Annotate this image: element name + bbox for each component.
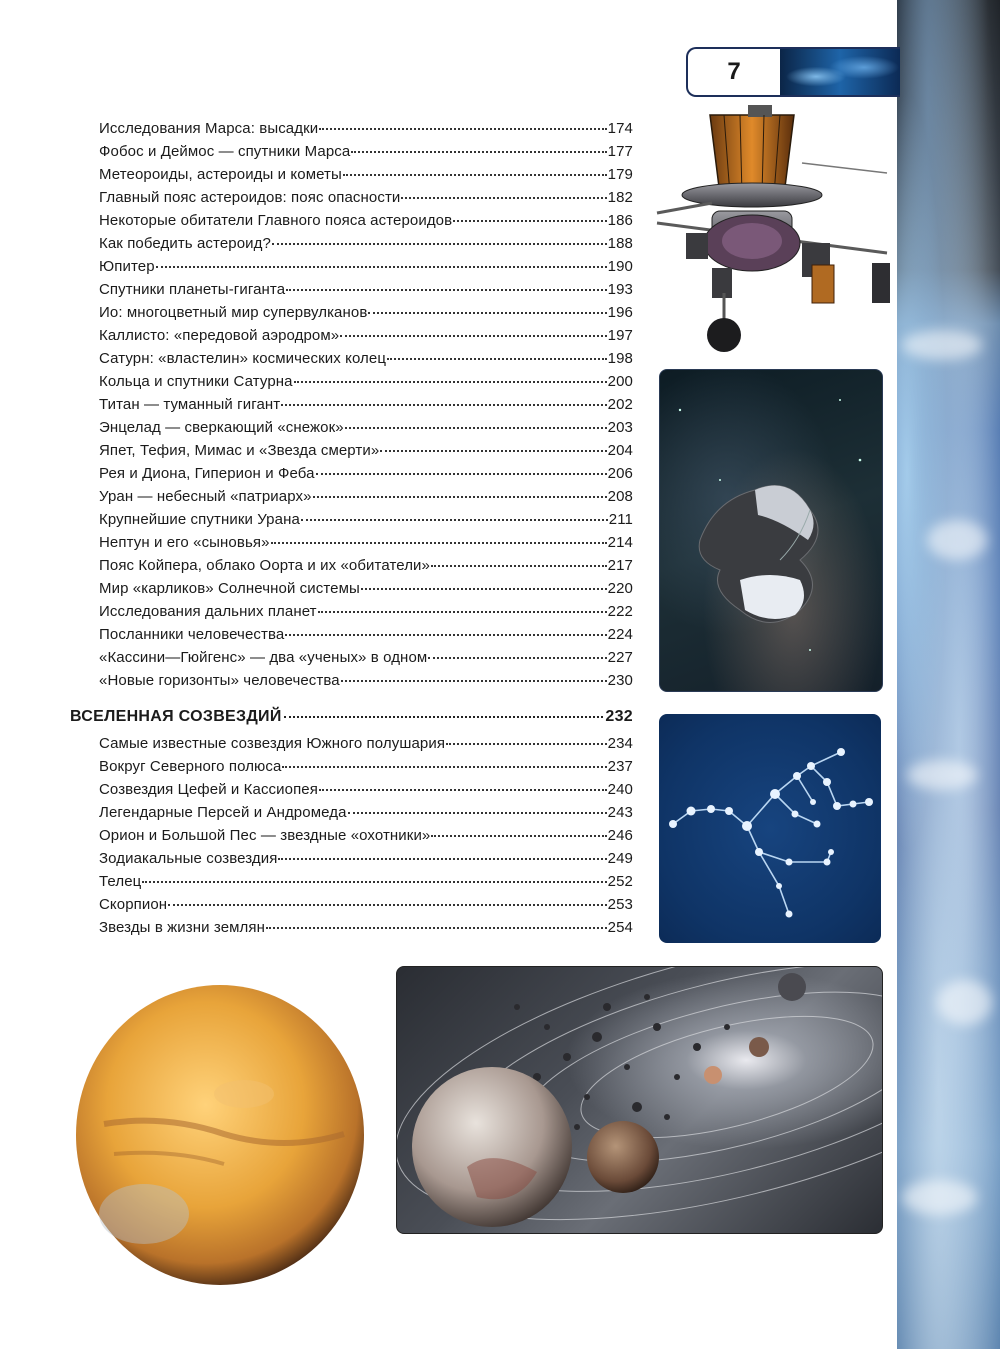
toc-entry-page: 214	[607, 534, 633, 551]
toc-leader-dots	[368, 312, 606, 314]
toc-entry-title: Титан — туманный гигант	[99, 396, 281, 413]
toc-entry-title: Легендарные Персей и Андромеда	[99, 804, 347, 821]
toc-entry-title: Пояс Койпера, облако Оорта и их «обитатели»	[99, 557, 430, 574]
toc-entry-page: 227	[607, 649, 633, 666]
toc-entry-page: 182	[607, 189, 633, 206]
toc-entry-page: 254	[607, 919, 633, 936]
toc-entry-top-16[interactable]	[70, 465, 633, 488]
toc-entry-top-11[interactable]	[70, 350, 633, 373]
toc-leader-dots	[271, 542, 607, 544]
toc-entry-title: Исследования дальних планет	[99, 603, 317, 620]
toc-entry-page: 252	[607, 873, 633, 890]
toc-entry-title: «Кассини—Гюйгенс» — два «ученых» в одном	[99, 649, 428, 666]
toc-section-list	[70, 735, 633, 942]
toc-entry-top-25[interactable]	[70, 672, 633, 695]
toc-entry-page: 196	[607, 304, 633, 321]
toc-entry-title: Каллисто: «передовой аэродром»	[99, 327, 340, 344]
toc-entry-top-21[interactable]	[70, 580, 633, 603]
toc-entry-page: 217	[607, 557, 633, 574]
toc-entry-page: 174	[607, 120, 633, 137]
toc-entry-page: 246	[607, 827, 633, 844]
toc-entry-title: Исследования Марса: высадки	[99, 120, 319, 137]
toc-leader-dots	[284, 716, 604, 718]
toc-entry-section-4[interactable]	[70, 804, 633, 827]
toc-entry-title: Скорпион	[99, 896, 168, 913]
toc-leader-dots	[156, 266, 607, 268]
toc-leader-dots	[361, 588, 607, 590]
toc-entry-page: 200	[607, 373, 633, 390]
toc-leader-dots	[272, 243, 607, 245]
toc-leader-dots	[281, 404, 606, 406]
toc-entry-page: 224	[607, 626, 633, 643]
toc-entry-section-7[interactable]	[70, 873, 633, 896]
table-of-contents	[70, 120, 633, 942]
toc-entry-title: Фобос и Деймос — спутники Марса	[99, 143, 351, 160]
toc-entry-section-2[interactable]	[70, 758, 633, 781]
toc-entry-title: Мир «карликов» Солнечной системы	[99, 580, 360, 597]
toc-entry-page: 208	[607, 488, 633, 505]
toc-entry-page: 186	[607, 212, 633, 229]
toc-entry-page: 240	[607, 781, 633, 798]
toc-entry-top-23[interactable]	[70, 626, 633, 649]
toc-entry-top-5[interactable]	[70, 212, 633, 235]
toc-entry-page: 237	[607, 758, 633, 775]
toc-leader-dots	[301, 519, 608, 521]
kuiper-belt-image	[396, 966, 883, 1234]
toc-section-page: 232	[605, 708, 633, 725]
toc-entry-page: 188	[607, 235, 633, 252]
toc-entry-page: 230	[607, 672, 633, 689]
toc-entry-page: 197	[607, 327, 633, 344]
toc-entry-page: 179	[607, 166, 633, 183]
toc-entry-top-14[interactable]	[70, 419, 633, 442]
toc-entry-title: Нептун и его «сыновья»	[99, 534, 270, 551]
toc-section-heading[interactable]	[70, 708, 633, 735]
toc-leader-dots	[348, 812, 607, 814]
toc-leader-dots	[168, 904, 606, 906]
toc-entry-title: Вокруг Северного полюса	[99, 758, 282, 775]
toc-leader-dots	[387, 358, 607, 360]
toc-entry-title: Телец	[99, 873, 142, 890]
toc-entry-page: 234	[607, 735, 633, 752]
toc-leader-dots	[431, 835, 606, 837]
toc-entry-title: Крупнейшие спутники Урана	[99, 511, 300, 528]
toc-entry-title: Метеороиды, астероиды и кометы	[99, 166, 342, 183]
toc-entry-section-8[interactable]	[70, 896, 633, 919]
page-number-tab	[686, 47, 900, 97]
toc-entry-title: Юпитер	[99, 258, 155, 275]
toc-entry-section-3[interactable]	[70, 781, 633, 804]
toc-entry-top-20[interactable]	[70, 557, 633, 580]
toc-entry-title: «Новые горизонты» человечества	[99, 672, 340, 689]
toc-leader-dots	[380, 450, 606, 452]
toc-entry-top-10[interactable]	[70, 327, 633, 350]
toc-entry-top-1[interactable]	[70, 120, 633, 143]
toc-leader-dots	[294, 381, 607, 383]
toc-entry-page: 222	[607, 603, 633, 620]
toc-entry-top-8[interactable]	[70, 281, 633, 304]
toc-entry-top-3[interactable]	[70, 166, 633, 189]
toc-leader-dots	[142, 881, 606, 883]
toc-section-title: ВСЕЛЕННАЯ СОЗВЕЗДИЙ	[70, 708, 282, 725]
mars-planet-image	[74, 984, 366, 1287]
toc-entry-title: Звезды в жизни землян	[99, 919, 266, 936]
page-tab-space-image	[780, 49, 900, 95]
toc-entry-section-6[interactable]	[70, 850, 633, 873]
comet-image	[659, 369, 883, 692]
toc-leader-dots	[401, 197, 606, 199]
toc-leader-dots	[286, 289, 607, 291]
toc-entry-title: Созвездия Цефей и Кассиопея	[99, 781, 318, 798]
toc-leader-dots	[340, 335, 606, 337]
toc-entry-title: Посланники человечества	[99, 626, 285, 643]
toc-entry-title: Спутники планеты-гиганта	[99, 281, 286, 298]
toc-entry-title: Кольца и спутники Сатурна	[99, 373, 293, 390]
toc-entry-title: Как победить астероид?	[99, 235, 271, 252]
toc-entry-top-4[interactable]	[70, 189, 633, 212]
toc-entry-title: Япет, Тефия, Мимас и «Звезда смерти»	[99, 442, 380, 459]
toc-entry-title: Уран — небесный «патриарх»	[99, 488, 312, 505]
toc-entry-section-9[interactable]	[70, 919, 633, 942]
toc-leader-dots	[431, 565, 607, 567]
toc-leader-dots	[318, 611, 607, 613]
toc-entry-page: 253	[607, 896, 633, 913]
toc-entry-page: 243	[607, 804, 633, 821]
toc-leader-dots	[341, 680, 607, 682]
toc-leader-dots	[313, 496, 607, 498]
toc-entry-top-9[interactable]	[70, 304, 633, 327]
toc-leader-dots	[428, 657, 606, 659]
toc-entry-page: 204	[607, 442, 633, 459]
toc-leader-dots	[278, 858, 606, 860]
toc-entry-top-22[interactable]	[70, 603, 633, 626]
toc-leader-dots	[282, 766, 606, 768]
toc-entry-page: 202	[607, 396, 633, 413]
toc-entry-title: Энцелад — сверкающий «снежок»	[99, 419, 344, 436]
toc-top-list	[70, 120, 633, 695]
toc-entry-top-24[interactable]	[70, 649, 633, 672]
toc-leader-dots	[285, 634, 606, 636]
toc-entry-page: 203	[607, 419, 633, 436]
toc-entry-title: Орион и Большой Пес — звездные «охотники»	[99, 827, 431, 844]
constellation-image	[659, 714, 881, 943]
toc-entry-title: Сатурн: «властелин» космических колец	[99, 350, 387, 367]
toc-entry-top-2[interactable]	[70, 143, 633, 166]
toc-leader-dots	[343, 174, 607, 176]
toc-entry-title: Рея и Диона, Гиперион и Феба	[99, 465, 315, 482]
toc-entry-top-13[interactable]	[70, 396, 633, 419]
space-probe-image	[652, 103, 892, 355]
toc-leader-dots	[446, 743, 607, 745]
toc-leader-dots	[453, 220, 606, 222]
toc-entry-section-1[interactable]	[70, 735, 633, 758]
toc-leader-dots	[316, 473, 607, 475]
toc-entry-page: 177	[607, 143, 633, 160]
toc-entry-page: 220	[607, 580, 633, 597]
toc-entry-page: 193	[607, 281, 633, 298]
toc-leader-dots	[319, 789, 607, 791]
toc-entry-page: 249	[607, 850, 633, 867]
toc-entry-top-12[interactable]	[70, 373, 633, 396]
toc-entry-top-7[interactable]	[70, 258, 633, 281]
toc-leader-dots	[319, 128, 606, 130]
toc-entry-page: 211	[608, 511, 633, 528]
toc-entry-page: 190	[607, 258, 633, 275]
toc-entry-page: 206	[607, 465, 633, 482]
toc-leader-dots	[266, 927, 607, 929]
toc-entry-title: Главный пояс астероидов: пояс опасности	[99, 189, 401, 206]
toc-entry-top-17[interactable]	[70, 488, 633, 511]
toc-entry-title: Некоторые обитатели Главного пояса астероидов	[99, 212, 453, 229]
earth-strip-image	[897, 0, 1000, 1349]
toc-entry-title: Самые известные созвездия Южного полушария	[99, 735, 446, 752]
toc-leader-dots	[345, 427, 607, 429]
page-number: 7	[727, 58, 741, 85]
toc-entry-page: 198	[607, 350, 633, 367]
toc-leader-dots	[351, 151, 606, 153]
toc-entry-title: Ио: многоцветный мир супервулканов	[99, 304, 368, 321]
toc-entry-section-5[interactable]	[70, 827, 633, 850]
toc-entry-top-6[interactable]	[70, 235, 633, 258]
toc-entry-top-18[interactable]	[70, 511, 633, 534]
toc-entry-top-15[interactable]	[70, 442, 633, 465]
toc-entry-top-19[interactable]	[70, 534, 633, 557]
toc-entry-title: Зодиакальные созвездия	[99, 850, 278, 867]
